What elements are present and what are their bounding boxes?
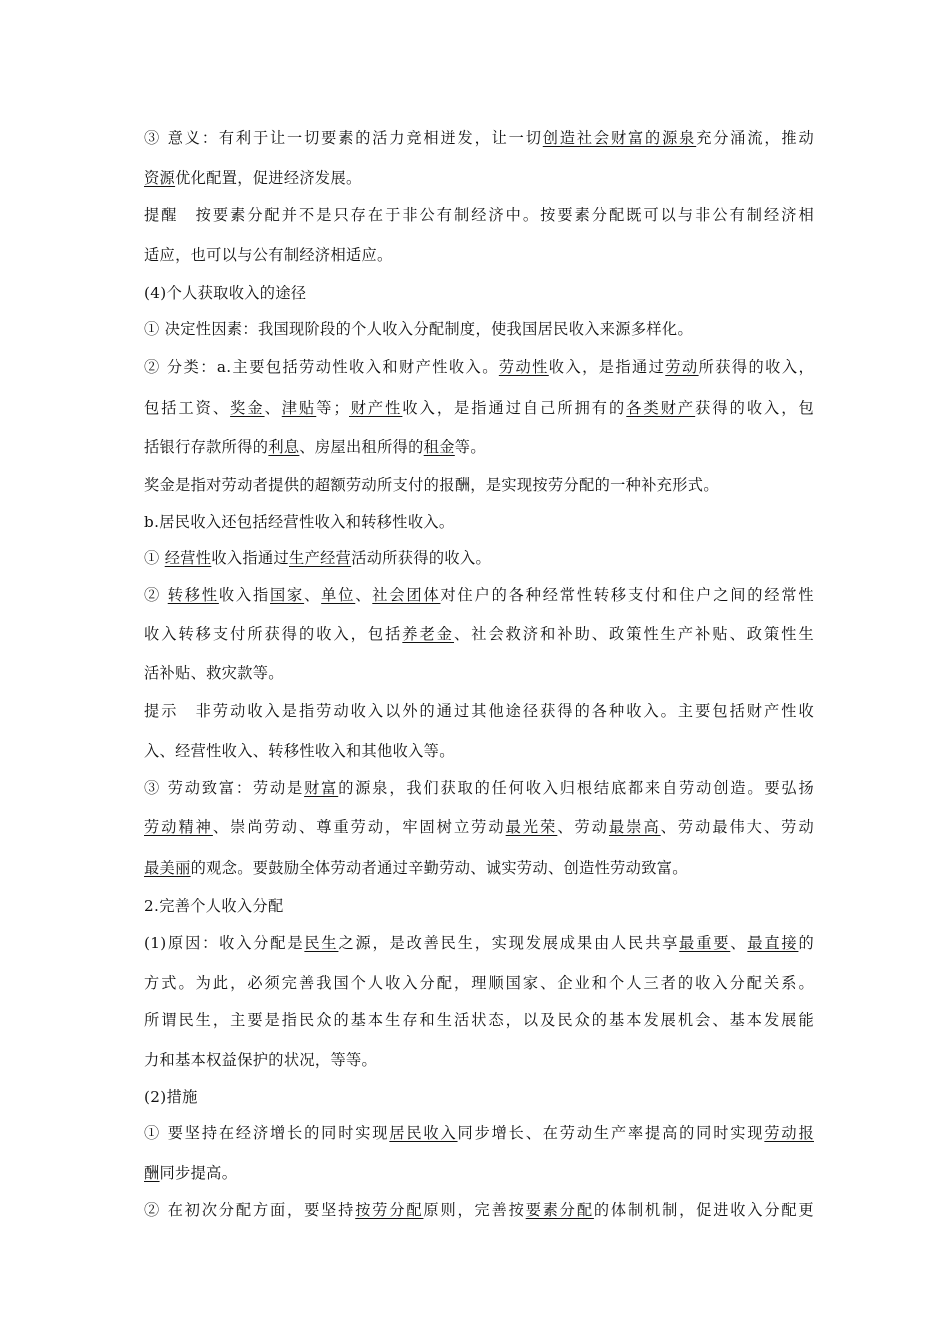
text-line xyxy=(144,895,814,917)
text-run: 的 xyxy=(798,934,814,952)
underlined-term: 劳动报 xyxy=(764,1124,814,1142)
text-run: 充分涌流，推动 xyxy=(696,129,815,147)
text-run: 奖金是指对劳动者提供的超额劳动所支付的报酬，是实现按劳分配的一种补充形式。 xyxy=(144,476,719,494)
text-line xyxy=(144,127,814,149)
underlined-term: 最光荣 xyxy=(505,818,558,836)
text-line xyxy=(144,932,814,954)
text-line xyxy=(144,547,814,569)
text-line xyxy=(144,167,814,189)
text-run: 适应，也可以与公有制经济相适应。 xyxy=(144,246,393,264)
underlined-term: 创造社会财富的源泉 xyxy=(542,129,697,147)
underlined-term: 转移性 xyxy=(167,586,219,604)
text-run: ① 要坚持在经济增长的同时实现 xyxy=(144,1124,390,1142)
text-run: 收入，是指通过 xyxy=(548,358,666,376)
text-run: ② 分类：a.主要包括劳动性收入和财产性收入。 xyxy=(144,358,499,376)
text-run: 的源泉，我们获取的任何收入归根结底都来自劳动创造。要弘扬 xyxy=(338,779,814,797)
text-line xyxy=(144,1049,814,1071)
text-line xyxy=(144,204,814,226)
underlined-term: 要素分配 xyxy=(525,1201,594,1219)
text-run: 收入，是指通过自己所拥有的 xyxy=(402,399,627,417)
text-line xyxy=(144,584,814,606)
text-run: 、社会救济和补助、政策性生产补贴、政策性生 xyxy=(454,625,814,643)
underlined-term: 单位 xyxy=(321,586,356,604)
text-line xyxy=(144,244,814,266)
underlined-term: 最直接 xyxy=(747,934,799,952)
text-run: 、 xyxy=(730,934,748,952)
text-run: 括银行存款所得的 xyxy=(144,438,269,456)
text-run: 、房屋出租所得的 xyxy=(299,438,424,456)
text-line xyxy=(144,356,814,378)
text-run: 之源，是改善民生，实现发展成果由人民共享 xyxy=(338,934,680,952)
text-run: 等； xyxy=(316,399,350,417)
underlined-term: 生产经营 xyxy=(289,549,352,567)
text-line xyxy=(144,436,814,458)
text-line xyxy=(144,318,814,340)
text-run: (2)措施 xyxy=(144,1088,198,1106)
text-run: ① xyxy=(144,549,165,567)
text-line xyxy=(144,816,814,838)
text-run: 力和基本权益保护的状况，等等。 xyxy=(144,1051,378,1069)
text-line xyxy=(144,397,814,419)
underlined-term: 经营性 xyxy=(164,549,212,567)
text-run: 提醒 按要素分配并不是只存在于非公有制经济中。按要素分配既可以与非公有制经济相 xyxy=(144,206,814,224)
text-run: 收入指通过 xyxy=(211,549,290,567)
text-run: ② xyxy=(144,586,168,604)
underlined-term: 最崇高 xyxy=(609,818,661,836)
underlined-term: 奖金 xyxy=(230,399,265,417)
text-line xyxy=(144,282,814,304)
underlined-term: 劳动性 xyxy=(498,358,549,376)
text-line xyxy=(144,623,814,645)
text-run: 、 xyxy=(264,399,282,417)
underlined-term: 劳动 xyxy=(665,358,699,376)
text-run: 的体制机制，促进收入分配更 xyxy=(593,1201,814,1219)
text-run: 获得的收入，包 xyxy=(695,399,815,417)
text-line xyxy=(144,1009,814,1031)
text-line xyxy=(144,1162,814,1184)
text-run: 所谓民生，主要是指民众的基本生存和生活状态，以及民众的基本发展机会、基本发展能 xyxy=(144,1011,814,1029)
underlined-term: 社会团体 xyxy=(372,586,441,604)
text-line xyxy=(144,700,814,722)
text-run: 2.完善个人收入分配 xyxy=(144,897,284,915)
text-run: 入、经营性收入、转移性收入和其他收入等。 xyxy=(144,742,455,760)
text-run: 同步增长、在劳动生产率提高的同时实现 xyxy=(457,1124,765,1142)
underlined-term: 津贴 xyxy=(281,399,317,417)
text-run: 、 xyxy=(355,586,373,604)
underlined-term: 最重要 xyxy=(679,934,731,952)
text-line xyxy=(144,857,814,879)
text-run: 所获得的收入， xyxy=(698,358,815,376)
text-line xyxy=(144,972,814,994)
underlined-term: 劳动精神 xyxy=(144,818,213,836)
underlined-term: 财产性 xyxy=(349,399,403,417)
text-line xyxy=(144,474,814,496)
underlined-term: 民生 xyxy=(304,934,339,952)
text-run: 提示 非劳动收入是指劳动收入以外的通过其他途径获得的各种收入。主要包括财产性收 xyxy=(144,702,814,720)
text-run: 方式。为此，必须完善我国个人收入分配，理顺国家、企业和个人三者的收入分配关系。 xyxy=(144,974,814,992)
text-run: 的观念。要鼓励全体劳动者通过辛勤劳动、诚实劳动、创造性劳动致富。 xyxy=(190,859,688,877)
text-run: ① 决定性因素：我国现阶段的个人收入分配制度，使我国居民收入来源多样化。 xyxy=(144,320,693,338)
text-run: 、崇尚劳动、尊重劳动，牢固树立劳动 xyxy=(212,818,506,836)
underlined-term: 资源 xyxy=(144,169,176,187)
text-run: 原则，完善按 xyxy=(423,1201,526,1219)
underlined-term: 按劳分配 xyxy=(355,1201,424,1219)
text-run: (4)个人获取收入的途径 xyxy=(144,284,307,302)
text-run: 收入转移支付所获得的收入，包括 xyxy=(144,625,403,643)
text-run: ③ 意义：有利于让一切要素的活力竞相迸发，让一切 xyxy=(144,129,543,147)
text-run: 同步提高。 xyxy=(159,1164,238,1182)
text-line xyxy=(144,1199,814,1221)
underlined-term: 养老金 xyxy=(402,625,455,643)
text-line xyxy=(144,777,814,799)
text-run: 活补贴、救灾款等。 xyxy=(144,664,284,682)
underlined-term: 居民收入 xyxy=(389,1124,458,1142)
text-run: 包括工资、 xyxy=(144,399,231,417)
text-run: 收入指 xyxy=(218,586,271,604)
text-run: 优化配置，促进经济发展。 xyxy=(175,169,362,187)
text-run: 对住户的各种经常性转移支付和住户之间的经常性 xyxy=(440,586,814,604)
text-run: b.居民收入还包括经营性收入和转移性收入。 xyxy=(144,513,455,531)
text-run: 、劳动 xyxy=(557,818,609,836)
underlined-term: 各类财产 xyxy=(626,399,696,417)
underlined-term: 利息 xyxy=(268,438,300,456)
text-run: 等。 xyxy=(454,438,486,456)
underlined-term: 租金 xyxy=(423,438,455,456)
underlined-term: 酬 xyxy=(144,1164,160,1182)
underlined-term: 财富 xyxy=(304,779,339,797)
text-line xyxy=(144,1086,814,1108)
text-line xyxy=(144,511,814,533)
text-run: 、劳动最伟大、劳动 xyxy=(660,818,814,836)
text-run: 活动所获得的收入。 xyxy=(351,549,492,567)
text-run: ② 在初次分配方面，要坚持 xyxy=(144,1201,356,1219)
text-run: ③ 劳动致富：劳动是 xyxy=(144,779,305,797)
text-line xyxy=(144,662,814,684)
text-line xyxy=(144,1122,814,1144)
text-run: (1)原因：收入分配是 xyxy=(144,934,305,952)
underlined-term: 国家 xyxy=(270,586,305,604)
underlined-term: 最美丽 xyxy=(144,859,191,877)
text-line xyxy=(144,740,814,762)
text-run: 、 xyxy=(304,586,322,604)
